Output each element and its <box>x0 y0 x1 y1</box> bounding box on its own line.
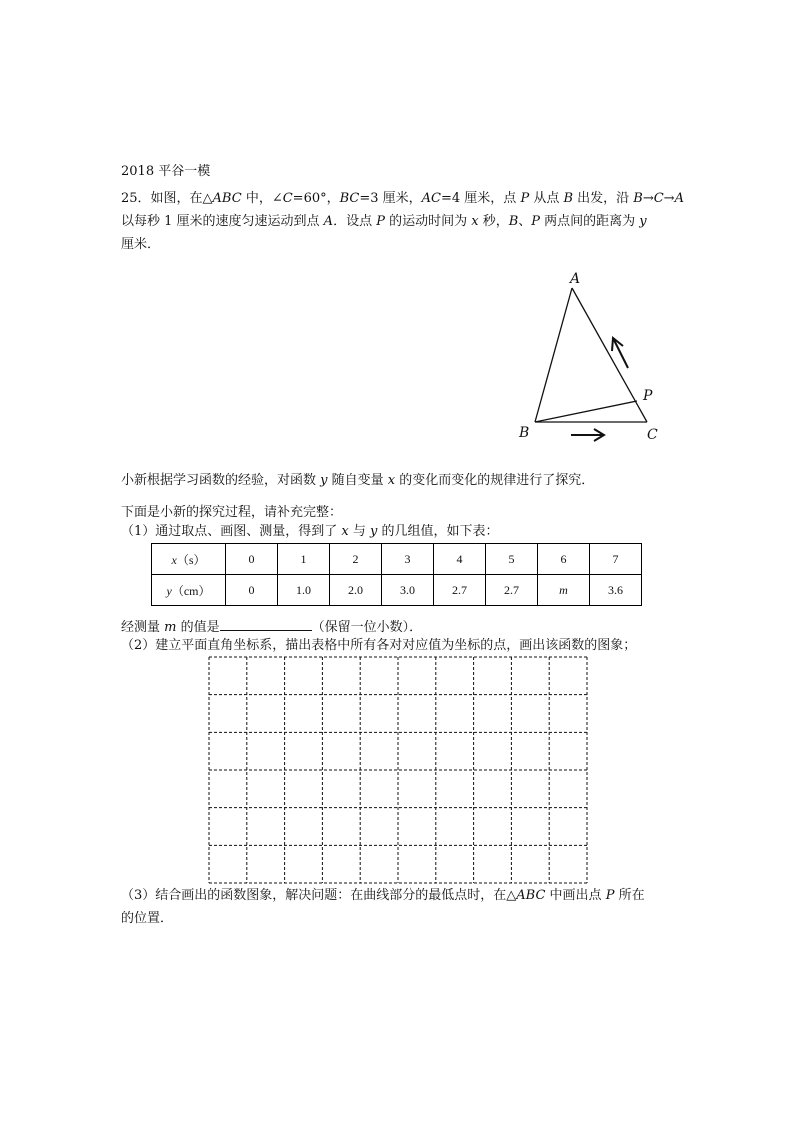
y-cell: 2.7 <box>486 575 538 606</box>
problem-line-3: 厘米． <box>121 237 161 252</box>
table-row-y <box>152 575 642 606</box>
label-c: C <box>647 427 658 443</box>
y-cell: 3.0 <box>382 575 434 606</box>
x-cell: 6 <box>538 544 590 575</box>
step-2: （2）建立平面直角坐标系，描出表格中所有各对对应值为坐标的点，画出该函数的图象； <box>121 638 637 653</box>
x-cell: 0 <box>226 544 278 575</box>
value-table <box>151 543 642 606</box>
header-y: y（cm） <box>152 575 226 606</box>
step-3-line-2: 的位置． <box>121 911 174 926</box>
y-cell: 2.7 <box>434 575 486 606</box>
arrow-right-icon <box>571 429 604 441</box>
x-cell: 7 <box>590 544 642 575</box>
x-cell: 2 <box>330 544 382 575</box>
triangle-figure <box>505 262 685 452</box>
y-cell-m: m <box>538 575 590 606</box>
header-x: x（s） <box>152 544 226 575</box>
x-cell: 4 <box>434 544 486 575</box>
table-row-x <box>152 544 642 575</box>
segment-bp <box>535 401 637 422</box>
problem-line-1: 25．如图，在△ABC 中，∠C=60°，BC=3 厘米，AC=4 厘米，点 P 从点 B 出发，沿 B→C→A <box>121 191 684 206</box>
label-b: B <box>519 425 530 441</box>
x-cell: 1 <box>278 544 330 575</box>
explore-intro: 小新根据学习函数的经验，对函数 y 随自变量 x 的变化而变化的规律进行了探究． <box>121 473 595 488</box>
y-cell: 1.0 <box>278 575 330 606</box>
source-header: 2018 平谷一模 <box>121 164 211 179</box>
step-3: （3）结合画出的函数图象，解决问题：在曲线部分的最低点时，在△ABC 中画出点 P 所在 <box>121 888 645 903</box>
x-cell: 3 <box>382 544 434 575</box>
label-p: P <box>643 388 653 404</box>
coordinate-grid[interactable] <box>208 656 588 884</box>
y-cell: 2.0 <box>330 575 382 606</box>
explore-process: 下面是小新的探究过程，请补充完整： <box>121 505 343 520</box>
label-a: A <box>570 271 581 287</box>
step-1: （1）通过取点、画图、测量，得到了 x 与 y 的几组值，如下表： <box>121 524 499 539</box>
answer-blank[interactable] <box>220 616 312 631</box>
problem-line-2: 以每秒 1 厘米的速度匀速运动到点 A．设点 P 的运动时间为 x 秒，B、P 两点间的距离为 y <box>121 214 647 229</box>
measure-line: 经测量 m 的值是 （保留一位小数）． <box>121 616 422 637</box>
y-cell: 3.6 <box>590 575 642 606</box>
y-cell: 0 <box>226 575 278 606</box>
segment-ab <box>535 288 572 422</box>
x-cell: 5 <box>486 544 538 575</box>
